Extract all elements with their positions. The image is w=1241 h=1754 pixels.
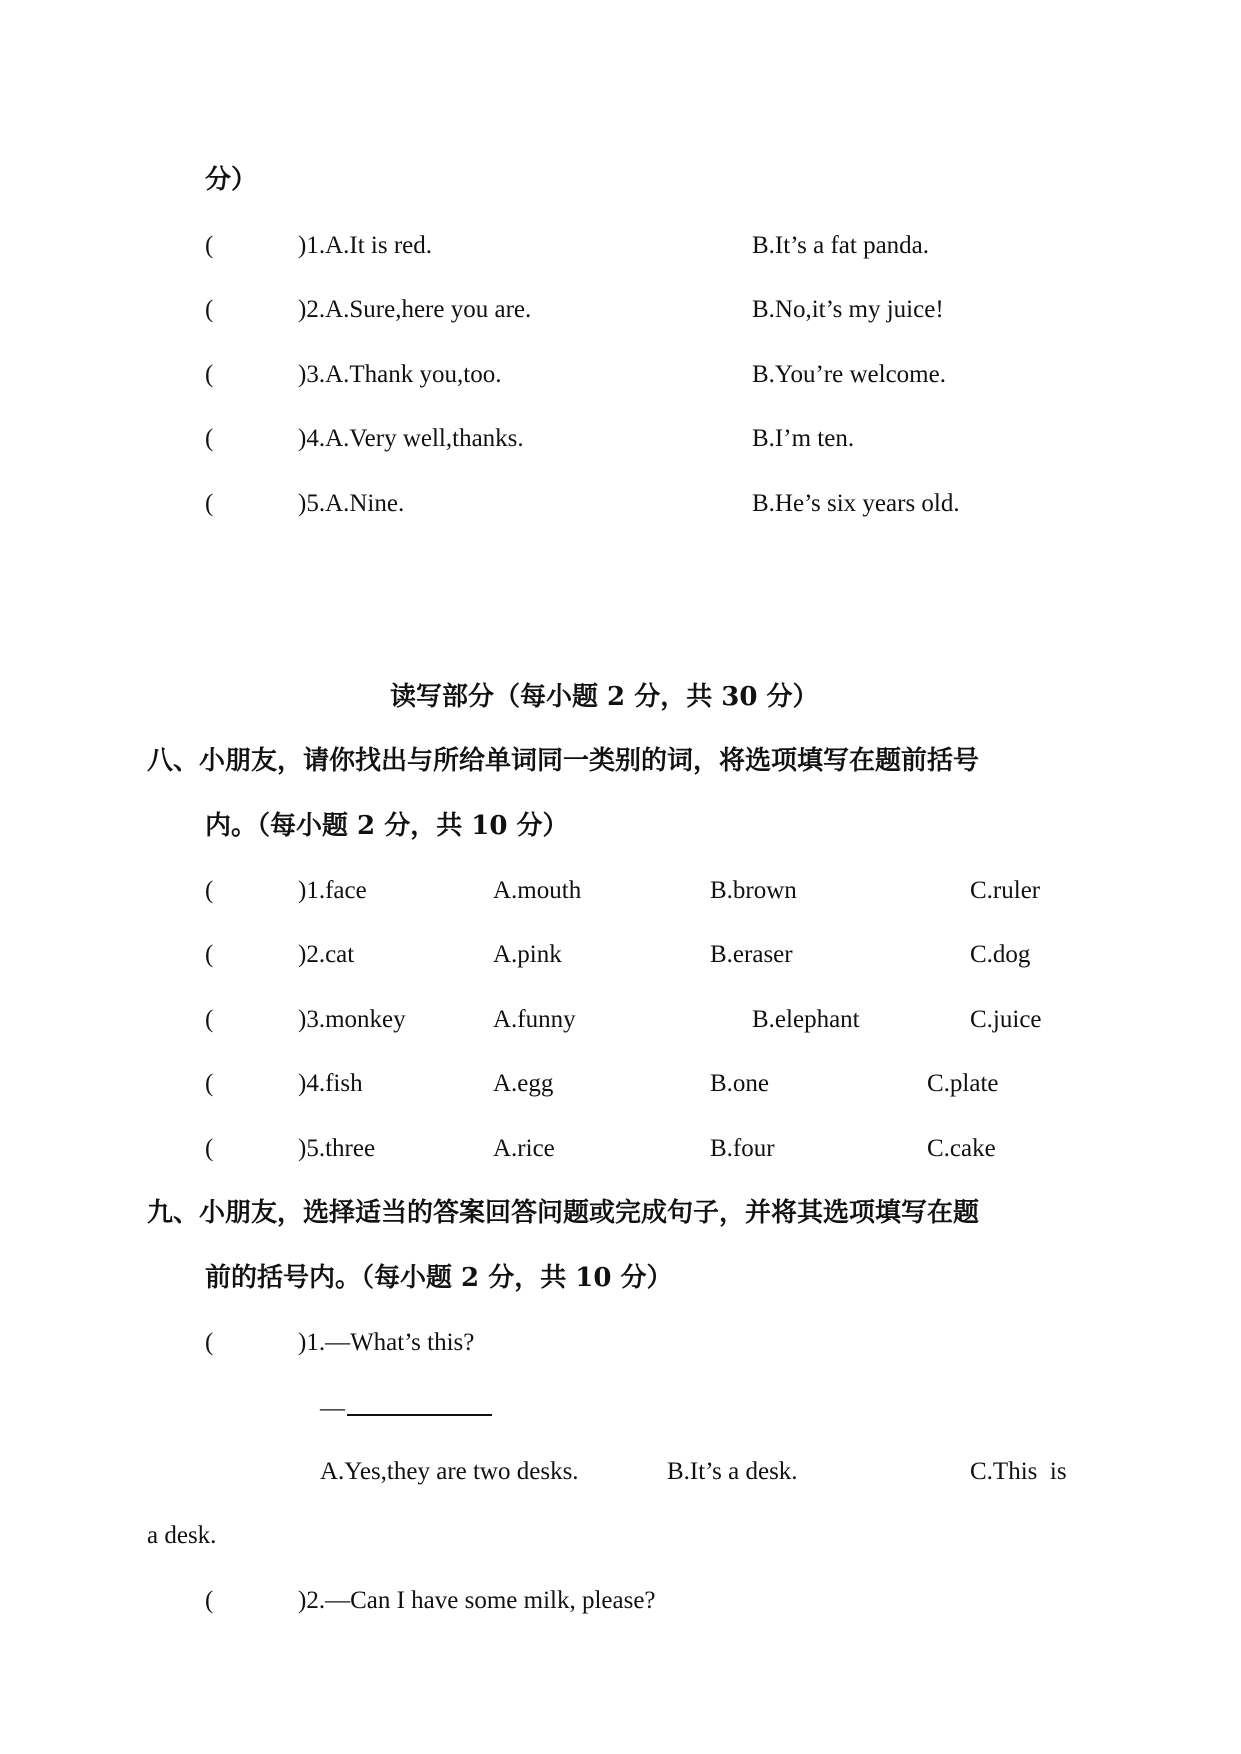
question-text: )2.—Can I have some milk, please?	[298, 1587, 656, 1614]
option-b: B.It’s a fat panda.	[752, 232, 930, 259]
option-a: )2.A.Sure,here you are.	[298, 296, 532, 323]
answer-bracket[interactable]: (	[205, 232, 214, 259]
answer-bracket[interactable]: (	[205, 1329, 214, 1356]
option-b: B.I’m ten.	[752, 425, 855, 452]
option-a: A.funny	[493, 1006, 576, 1033]
question-text: )1.—What’s this?	[298, 1329, 475, 1356]
answer-dash: —	[320, 1395, 345, 1422]
option-b: B.brown	[710, 877, 797, 904]
option-b: B.elephant	[752, 1006, 860, 1033]
option-c: C.dog	[970, 941, 1031, 968]
answer-bracket[interactable]: (	[205, 490, 214, 517]
option-c: C.plate	[927, 1070, 999, 1097]
answer-blank[interactable]	[347, 1392, 492, 1416]
given-word: )2.cat	[298, 941, 355, 968]
section9-heading: 九、小朋友，选择适当的答案回答问题或完成句子，并将其选项填写在题	[147, 1198, 980, 1228]
section8-heading-cont: 内。（每小题 2 分，共 10 分）	[205, 811, 569, 841]
option-c: C.ruler	[970, 877, 1041, 904]
option-b: B.He’s six years old.	[752, 490, 960, 517]
option-a: )4.A.Very well,thanks.	[298, 425, 524, 452]
given-word: )1.face	[298, 877, 367, 904]
option-a: A.rice	[493, 1135, 555, 1162]
given-word: )4.fish	[298, 1070, 363, 1097]
answer-bracket[interactable]: (	[205, 296, 214, 323]
option-c: C.cake	[927, 1135, 996, 1162]
option-b: B.You’re welcome.	[752, 361, 946, 388]
option-a: A.pink	[493, 941, 562, 968]
option-b: B.one	[710, 1070, 770, 1097]
option-c: C.juice	[970, 1006, 1042, 1033]
answer-line[interactable]	[320, 1392, 492, 1424]
answer-bracket[interactable]: (	[205, 877, 214, 904]
option-a: A.egg	[493, 1070, 554, 1097]
answer-bracket[interactable]: (	[205, 1006, 214, 1033]
option-a: A.mouth	[493, 877, 582, 904]
answer-bracket[interactable]: (	[205, 361, 214, 388]
answer-bracket[interactable]: (	[205, 1587, 214, 1614]
given-word: )5.three	[298, 1135, 376, 1162]
option-a: )1.A.It is red.	[298, 232, 432, 259]
option-b: B.No,it’s my juice!	[752, 296, 944, 323]
given-word: )3.monkey	[298, 1006, 406, 1033]
answer-bracket[interactable]: (	[205, 941, 214, 968]
option-a: A.Yes,they are two desks.	[320, 1458, 579, 1485]
section8-heading: 八、小朋友，请你找出与所给单词同一类别的词，将选项填写在题前括号	[147, 746, 980, 776]
answer-bracket[interactable]: (	[205, 1070, 214, 1097]
option-a: )3.A.Thank you,too.	[298, 361, 502, 388]
answer-bracket[interactable]: (	[205, 425, 214, 452]
option-c: C.This is	[970, 1458, 1067, 1485]
option-b: B.It’s a desk.	[667, 1458, 798, 1485]
option-c-continued: a desk.	[147, 1522, 217, 1549]
section9-heading-cont: 前的括号内。（每小题 2 分，共 10 分）	[205, 1263, 673, 1293]
option-b: B.eraser	[710, 941, 793, 968]
option-a: )5.A.Nine.	[298, 490, 405, 517]
part-title: 读写部分（每小题 2 分，共 30 分）	[390, 682, 819, 712]
option-b: B.four	[710, 1135, 775, 1162]
answer-bracket[interactable]: (	[205, 1135, 214, 1162]
continuation-text: 分）	[205, 165, 258, 195]
